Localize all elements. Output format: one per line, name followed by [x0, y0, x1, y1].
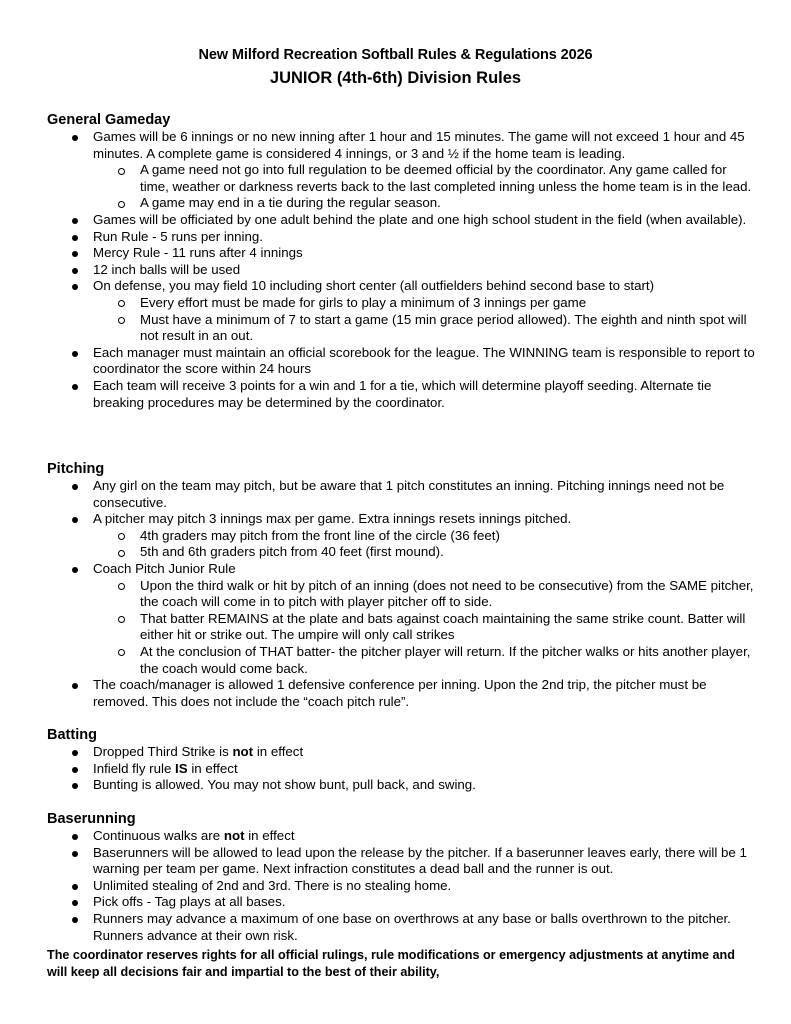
section-heading: Pitching — [47, 461, 105, 477]
bullet-icon — [72, 851, 78, 857]
bullet-icon — [72, 351, 78, 357]
list-item: Continuous walks are not in effect — [47, 828, 757, 845]
hollow-bullet-icon — [118, 583, 125, 590]
list-item: Games will be officiated by one adult behind the plate and one high school student in the field (when available). — [47, 212, 757, 229]
bullet-icon — [72, 484, 78, 490]
list-item: Bunting is allowed. You may not show bunt, pull back, and swing. — [47, 777, 757, 794]
rule-list — [47, 129, 757, 411]
list-item: Dropped Third Strike is not in effect — [47, 744, 757, 761]
list-item: Each manager must maintain an official scorebook for the league. The WINNING team is responsible to report to coordinator the score within 24 hours — [47, 345, 757, 378]
list-item: 5th and 6th graders pitch from 40 feet (first mound). — [47, 544, 757, 561]
rule-list — [47, 744, 757, 794]
list-item: Any girl on the team may pitch, but be aware that 1 pitch constitutes an inning. Pitching innings need not be consecutive. — [47, 478, 757, 511]
hollow-bullet-icon — [118, 201, 125, 208]
bullet-icon — [72, 900, 78, 906]
section-batting — [47, 726, 757, 794]
bullet-icon — [72, 884, 78, 890]
bullet-icon — [72, 567, 78, 573]
hollow-bullet-icon — [118, 533, 125, 540]
list-item: That batter REMAINS at the plate and bats against coach maintaining the same strike count. Batter will either hit or strike out. The umpire will only call strikes — [47, 611, 757, 644]
list-item: Runners may advance a maximum of one base on overthrows at any base or balls overthrown to the pitcher. Runners advance at their own risk. — [47, 911, 757, 944]
section-baserunning — [47, 810, 757, 944]
rule-list — [47, 828, 757, 944]
section-heading: Baserunning — [47, 811, 136, 827]
list-item: Coach Pitch Junior Rule — [47, 561, 757, 578]
list-item: Games will be 6 innings or no new inning after 1 hour and 15 minutes. The game will not exceed 1 hour and 45 minutes. A complete game is considered 4 innings, or 3 and ½ if the home team is leading. — [47, 129, 757, 162]
list-item: A game may end in a tie during the regular season. — [47, 195, 757, 212]
list-item: 4th graders may pitch from the front line of the circle (36 feet) — [47, 528, 757, 545]
bullet-icon — [72, 517, 78, 523]
hollow-bullet-icon — [118, 649, 125, 656]
list-item: Baserunners will be allowed to lead upon the release by the pitcher. If a baserunner leaves early, there will be 1 warning per team per game. Next infraction constitutes a dead ball and the runner is out. — [47, 845, 757, 878]
bullet-icon — [72, 783, 78, 789]
list-item: A game need not go into full regulation to be deemed official by the coordinator. Any game called for time, weather or darkness reverts back to the last completed inning unless the home team is in the lead. — [47, 162, 757, 195]
bullet-icon — [72, 268, 78, 274]
list-item: The coach/manager is allowed 1 defensive conference per inning. Upon the 2nd trip, the pitcher must be removed. This does not include the “coach pitch rule”. — [47, 677, 757, 710]
list-item: Upon the third walk or hit by pitch of an inning (does not need to be consecutive) from the SAME pitcher, the coach will come in to pitch with player pitcher off to side. — [47, 578, 757, 611]
bullet-icon — [72, 767, 78, 773]
list-item: Every effort must be made for girls to play a minimum of 3 innings per game — [47, 295, 757, 312]
list-item: Run Rule - 5 runs per inning. — [47, 229, 757, 246]
coordinator-disclaimer: The coordinator reserves rights for all official rulings, rule modifications or emergency adjustments at anytime and will keep all decisions fair and impartial to the best of their ability, — [47, 948, 735, 979]
list-item: Must have a minimum of 7 to start a game (15 min grace period allowed). The eighth and ninth spot will not result in an out. — [47, 312, 757, 345]
list-item: A pitcher may pitch 3 innings max per game. Extra innings resets innings pitched. — [47, 511, 757, 528]
bullet-icon — [72, 917, 78, 923]
list-item: 12 inch balls will be used — [47, 262, 757, 279]
hollow-bullet-icon — [118, 300, 125, 307]
list-item: Infield fly rule IS in effect — [47, 761, 757, 778]
section-pitching — [47, 460, 757, 710]
bullet-icon — [72, 235, 78, 241]
section-heading: General Gameday — [47, 112, 171, 128]
list-item: Unlimited stealing of 2nd and 3rd. There is no stealing home. — [47, 878, 757, 895]
list-item: Each team will receive 3 points for a win and 1 for a tie, which will determine playoff seeding. Alternate tie breaking procedures may be determined by the coordinator. — [47, 378, 757, 411]
hollow-bullet-icon — [118, 317, 125, 324]
bullet-icon — [72, 683, 78, 689]
hollow-bullet-icon — [118, 616, 125, 623]
hollow-bullet-icon — [118, 168, 125, 175]
section-general-gameday — [47, 111, 757, 411]
document-subtitle: JUNIOR (4th-6th) Division Rules — [269, 69, 522, 87]
bullet-icon — [72, 384, 78, 390]
section-heading: Batting — [47, 727, 97, 743]
bullet-icon — [72, 251, 78, 257]
hollow-bullet-icon — [118, 550, 125, 557]
list-item: On defense, you may field 10 including short center (all outfielders behind second base to start) — [47, 278, 757, 295]
rule-list — [47, 478, 757, 710]
bullet-icon — [72, 135, 78, 141]
bullet-icon — [72, 284, 78, 290]
bullet-icon — [72, 218, 78, 224]
list-item: Mercy Rule - 11 runs after 4 innings — [47, 245, 757, 262]
bullet-icon — [72, 750, 78, 756]
document-title: New Milford Recreation Softball Rules & Regulations 2026 — [198, 47, 593, 63]
list-item: Pick offs - Tag plays at all bases. — [47, 894, 757, 911]
list-item: At the conclusion of THAT batter- the pitcher player will return. If the pitcher walks or hits another player, the coach would come back. — [47, 644, 757, 677]
bullet-icon — [72, 834, 78, 840]
